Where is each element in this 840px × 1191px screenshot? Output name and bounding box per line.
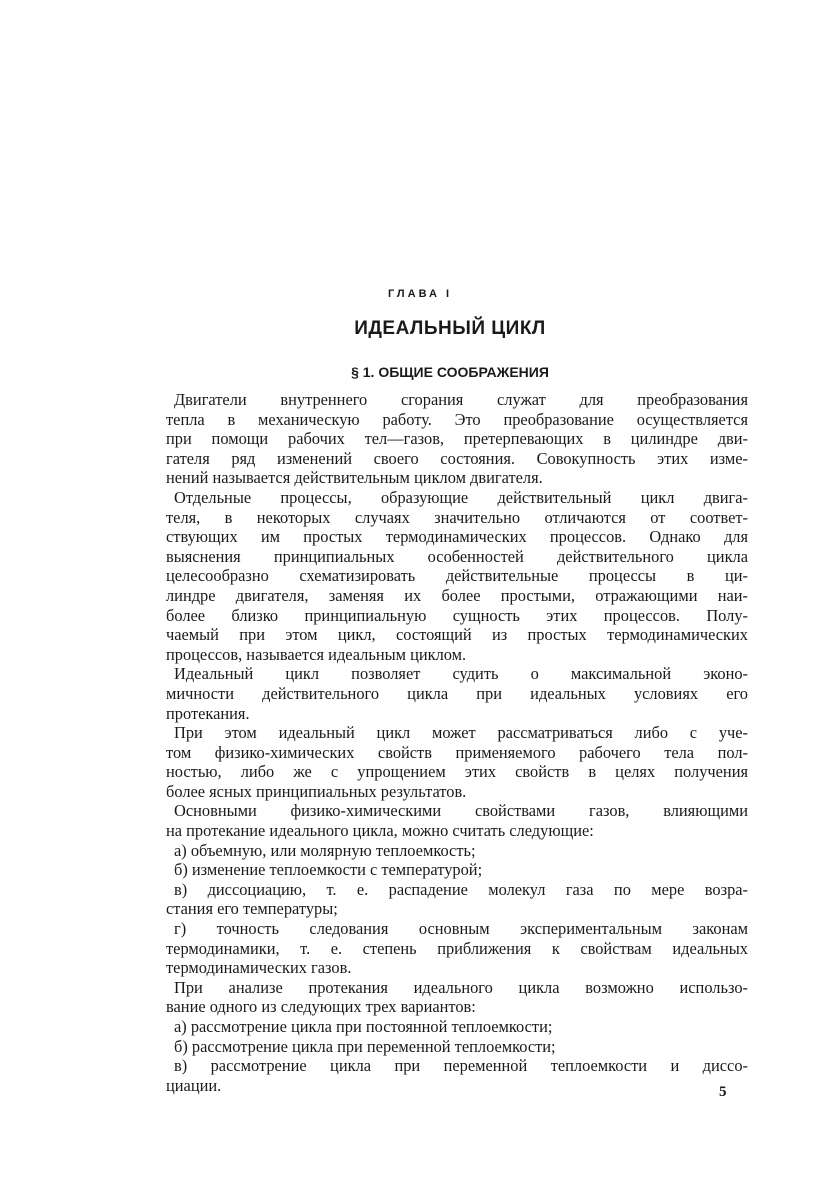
text-line: а) рассмотрение цикла при постоянной теплоемкости; (174, 1017, 553, 1036)
text-line: Отдельные процессы, образующие действительный цикл двига- (174, 487, 748, 507)
text-line: чаемый при этом цикл, состоящий из простых термодинамических (166, 625, 748, 645)
paragraph (166, 723, 748, 801)
text-line: процессов, называется идеальным циклом. (166, 644, 467, 664)
text-line: целесообразно схематизировать действительные процессы в ци- (166, 566, 748, 586)
text-line: на протекание идеального цикла, можно считать следующие: (166, 821, 594, 841)
text-line: Двигатели внутреннего сгорания служат для преобразования (174, 390, 748, 409)
list-item (166, 1017, 748, 1037)
text-line: термодинамических газов. (166, 958, 352, 978)
text-line: мичности действительного цикла при идеальных условиях его (166, 683, 748, 703)
list-item (166, 880, 748, 919)
list-item (166, 1037, 748, 1057)
text-line: Основными физико-химическими свойствами газов, влияющими (174, 801, 748, 821)
chapter-label: ГЛАВА I (387, 288, 453, 300)
text-line: ностью, либо же с упрощением этих свойств в целях получения (166, 762, 748, 782)
text-line: более ясных принципиальных результатов. (166, 781, 467, 801)
text-line: г) точность следования основным экспериментальным законам (174, 919, 748, 939)
text-line: нений называется действительным циклом двигателя. (166, 468, 543, 488)
text-line: том физико-химических свойств применяемого рабочего тела пол- (166, 742, 748, 762)
text-line: При анализе протекания идеального цикла возможно использо- (174, 977, 748, 997)
paragraph (166, 488, 748, 664)
text-line: более близко принципиальную сущность этих процессов. Полу- (166, 605, 748, 625)
page-number: 5 (719, 1084, 727, 1100)
body-text (166, 390, 748, 1095)
list-item (166, 860, 748, 880)
text-line: теля, в некоторых случаях значительно отличаются от соответ- (166, 507, 748, 527)
text-line: гателя ряд изменений своего состояния. Совокупность этих изме- (166, 448, 748, 468)
text-line: при помощи рабочих тел—газов, претерпевающих в цилиндре дви- (166, 429, 748, 449)
text-line: протекания. (166, 703, 250, 723)
text-line: в) рассмотрение цикла при переменной теплоемкости и диссо- (174, 1056, 748, 1076)
text-line: а) объемную, или молярную теплоемкость; (174, 840, 476, 860)
text-line: б) изменение теплоемкости с температурой; (174, 860, 483, 880)
paragraph (166, 664, 748, 723)
text-line: При этом идеальный цикл может рассматриваться либо с уче- (174, 723, 748, 743)
text-line: линдре двигателя, заменяя их более простыми, отражающими наи- (166, 585, 748, 605)
text-line: стания его температуры; (166, 899, 338, 919)
list-item (166, 1056, 748, 1095)
text-line: циации. (166, 1075, 222, 1095)
text-line: Идеальный цикл позволяет судить о максимальной эконо- (174, 664, 748, 684)
chapter-title: ИДЕАЛЬНЫЙ ЦИКЛ (354, 318, 546, 339)
list-item (166, 841, 748, 861)
text-line: тепла в механическую работу. Это преобразование осуществляется (166, 409, 748, 429)
paragraph (166, 978, 748, 1017)
text-line: термодинамики, т. е. степень приближения к свойствам идеальных (166, 938, 748, 958)
text-line: вание одного из следующих трех вариантов: (166, 997, 476, 1017)
text-line: выяснения принципиальных особенностей действительного цикла (166, 546, 748, 566)
list-item (166, 919, 748, 978)
section-title: § 1. ОБЩИЕ СООБРАЖЕНИЯ (351, 364, 549, 380)
text-line: б) рассмотрение цикла при переменной теплоемкости; (174, 1036, 556, 1056)
paragraph (166, 801, 748, 840)
paragraph (166, 390, 748, 488)
text-line: ствующих им простых термодинамических процессов. Однако для (166, 527, 748, 547)
text-line: в) диссоциацию, т. е. распадение молекул газа по мере возра- (174, 879, 748, 899)
